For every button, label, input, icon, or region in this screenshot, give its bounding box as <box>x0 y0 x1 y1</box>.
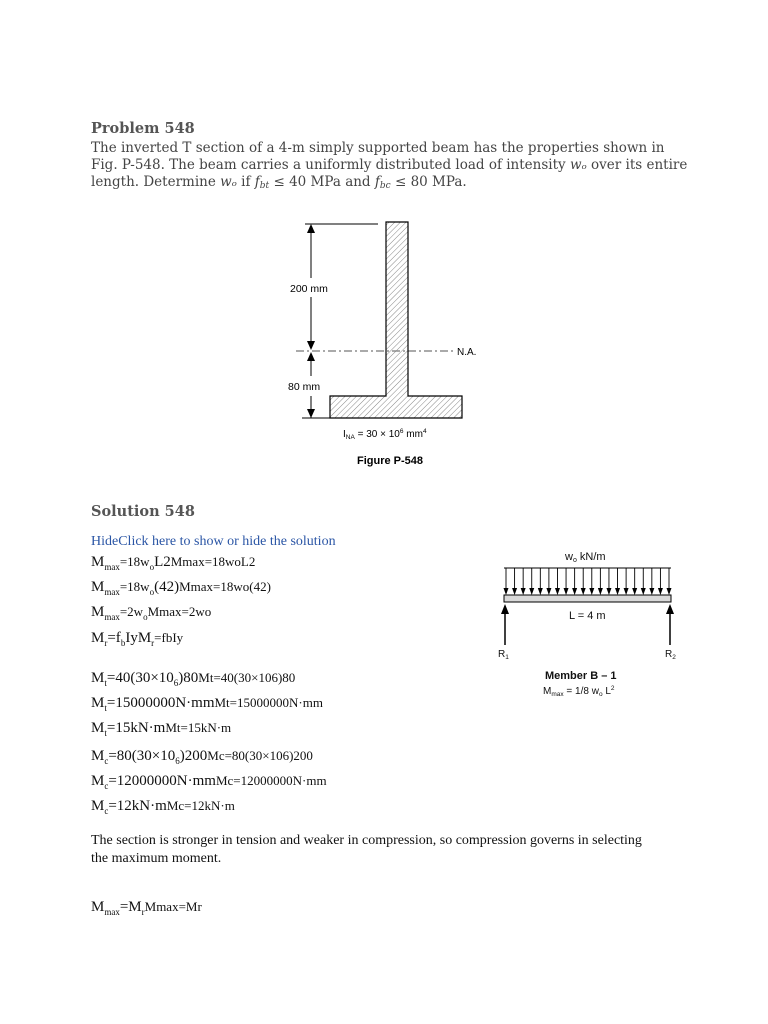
equation-line: $M_{max}=2w_oMmax=2wo$ <box>91 604 212 622</box>
fbt-symbol: f <box>254 174 260 190</box>
load-arrow-head <box>521 588 526 595</box>
load-arrow-head <box>624 588 629 595</box>
dim-arrow-bottom <box>307 409 315 418</box>
problem-text <box>91 140 691 195</box>
dim-label-bottom: 80 mm <box>288 381 321 393</box>
length-label: L = 4 m <box>569 610 606 622</box>
r2-label: $R_2$ <box>665 649 676 661</box>
beam-body <box>504 595 671 602</box>
reaction-r1-arrow <box>501 604 509 614</box>
load-arrow-head <box>555 588 560 595</box>
load-arrow-head <box>598 588 603 595</box>
wo-symbol: wₒ <box>569 157 587 173</box>
mc-equations <box>91 746 327 821</box>
load-arrow-head <box>504 588 509 595</box>
reaction-r2-arrow <box>666 604 674 614</box>
problem-text-4: ≤ 40 MPa and <box>269 174 375 190</box>
load-arrow-head <box>572 588 577 595</box>
inertia-label: $I_{NA} = 30 \times 10^6$ $mm^4$ <box>343 428 427 441</box>
load-arrow-head <box>667 588 672 595</box>
mt-equations <box>91 668 323 743</box>
load-arrow-head <box>538 588 543 595</box>
load-arrow-head <box>529 588 534 595</box>
problem-text-3: if <box>236 174 255 190</box>
load-arrow-head <box>641 588 646 595</box>
beam-diagram <box>490 540 690 705</box>
dim-arrow-na-up <box>307 341 315 350</box>
na-label: N.A. <box>457 347 477 358</box>
equation-line: $M_t=15000000N\cdot mmMt=15000000N\cdot mm$ <box>91 695 323 713</box>
mr-equation: $M_r=f_bIyM_r=fbIy$ <box>91 630 184 648</box>
member-label: Member B – 1 <box>545 670 617 682</box>
r1-label: $R_1$ <box>498 649 509 661</box>
load-arrow-head <box>564 588 569 595</box>
load-label: wo kN/m <box>565 551 606 564</box>
load-arrow-head <box>581 588 586 595</box>
equation-line: $M_{max}=18w_oL2Mmax=18woL2$ <box>91 554 256 572</box>
load-arrow-head <box>512 588 517 595</box>
load-arrow-head <box>658 588 663 595</box>
load-arrow-head <box>632 588 637 595</box>
load-arrow-head <box>589 588 594 595</box>
load-arrow-head <box>606 588 611 595</box>
problem-heading: Problem 548 <box>91 120 195 137</box>
equation-line: $M_{max}=18w_o(42)Mmax=18wo(42)$ <box>91 579 271 597</box>
t-section-figure <box>270 210 500 475</box>
fbt-subscript: bt <box>259 181 270 191</box>
mmax-label: $M_{max} = 1/8$ $w_o$ $L^2$ <box>543 685 615 698</box>
solution-heading: Solution 548 <box>91 503 195 520</box>
mmax-equations <box>91 552 271 627</box>
load-arrow-head <box>615 588 620 595</box>
dim-arrow-na-down <box>307 352 315 361</box>
figure-caption: Figure P-548 <box>357 455 424 467</box>
problem-text-5: ≤ 80 MPa. <box>390 174 467 190</box>
load-arrows <box>504 568 672 595</box>
final-equation: $M_{max}=M_rMmax=Mr$ <box>91 899 202 917</box>
equation-line: $M_c=12000000N\cdot mmMc=12000000N\cdot mm$ <box>91 773 327 791</box>
problem-text-1: The inverted T section of a 4-m simply supported beam has the properties shown in Fig. P-548. The beam carries a uniformly distributed load of intensity <box>91 140 665 173</box>
dim-arrow-top <box>307 224 315 233</box>
toggle-solution-link[interactable]: HideClick here to show or hide the solution <box>91 534 336 549</box>
wo-symbol-2: wₒ <box>220 174 237 190</box>
problem-text-2: over its entire length. Determine <box>91 157 688 190</box>
equation-line: $M_t=15kN\cdot mMt=15kN\cdot m$ <box>91 720 232 738</box>
fbc-subscript: bc <box>379 181 391 191</box>
t-section-shape <box>330 222 462 418</box>
governing-paragraph: The section is stronger in tension and weaker in compression, so compression governs in selecting the maximum moment. <box>91 833 642 866</box>
equation-line: $M_t=40(30\times 10_6)80Mt=40(30\times 106)80$ <box>91 670 296 688</box>
fbc-symbol: f <box>374 174 380 190</box>
load-arrow-head <box>649 588 654 595</box>
equation-line: $M_c=80(30\times 10_6)200Mc=80(30\times 106)200$ <box>91 748 313 766</box>
load-arrow-head <box>546 588 551 595</box>
equation-line: $M_c=12kN\cdot mMc=12kN\cdot m$ <box>91 798 235 816</box>
dim-label-top: 200 mm <box>290 283 328 295</box>
